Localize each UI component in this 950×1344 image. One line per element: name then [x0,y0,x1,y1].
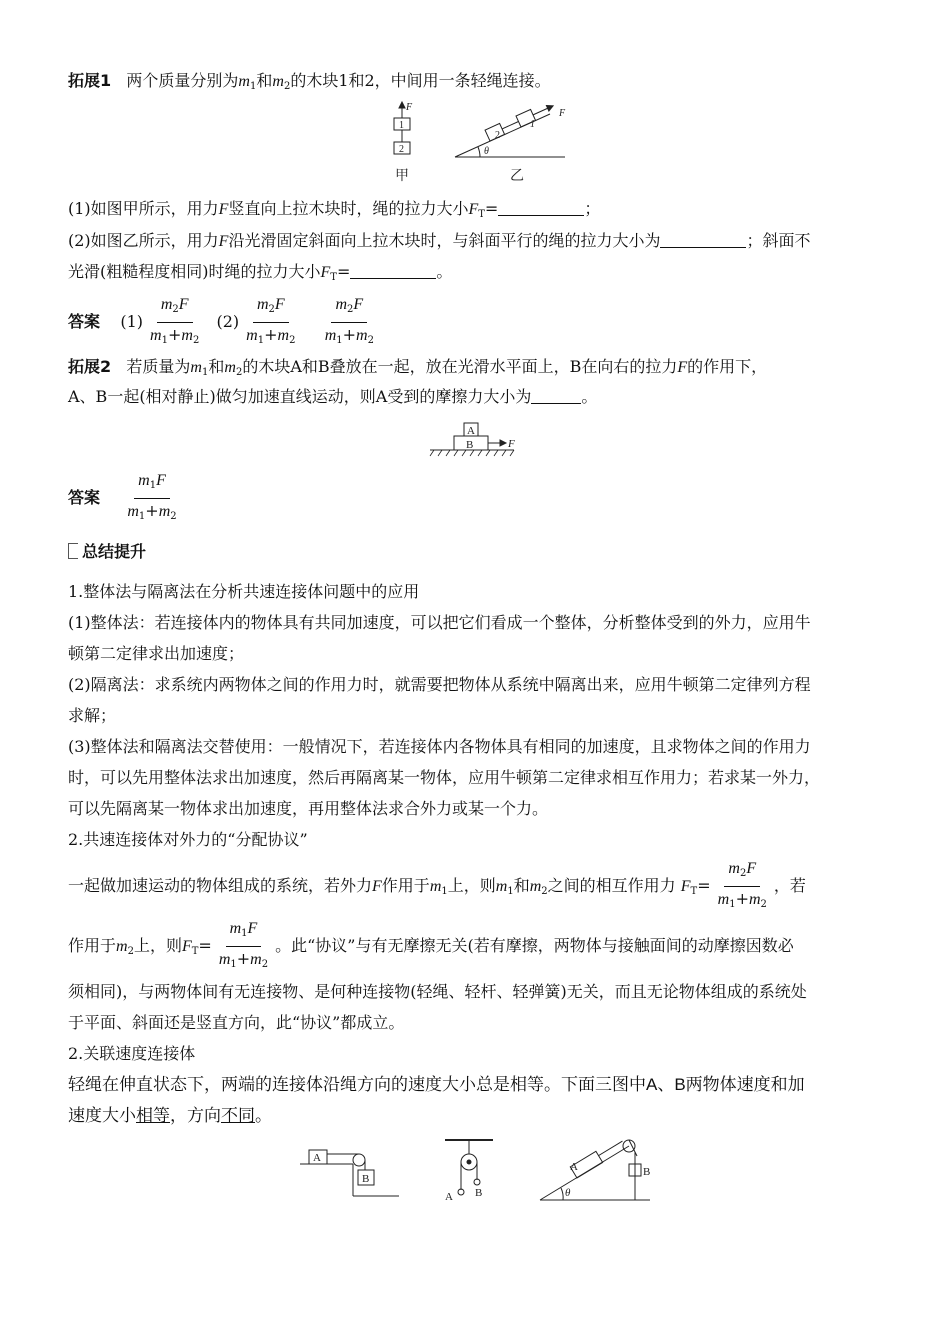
s2-line-a: 一起做加速运动的物体组成的系统，若外力F作用于$m_1$上，则$m_1$和$m_2$之间的相互作用力 $F_T=$ $\frac{m_2F}{m_1+m_2}$ ，若 [68,860,806,910]
fig4-label-B: B [475,1187,483,1199]
s1-3c: 可以先隔离某一物体求出加速度，再用整体法求合外力或某一个力。 [68,799,549,818]
s1: 1.整体法与隔离法在分析共速连接体问题中的应用 [68,582,420,601]
fig5-label-B: B [643,1166,651,1178]
fig5-label-theta: θ [565,1187,571,1199]
s3: 2.关联速度连接体 [68,1044,196,1063]
ext1-figure [380,100,580,184]
svg-text:F: F [508,438,515,450]
s1-3a: (3)整体法和隔离法交替使用：一般情况下，若连接体内各物体具有相同的加速度，且求物体之间的作用力 [68,737,811,756]
s1-1b: 顿第二定律求出加速度； [68,644,245,663]
ext2-answer: 答案 $\frac{m_1F}{m_1+m_2}$ [68,472,177,522]
fig-label-2: 2 [399,144,404,155]
ext1-intro: 拓展1 两个质量分别为$m_1$和$m_2$的木块1和2，中间用一条轻绳连接。 [68,71,551,92]
ext1-q3: 光滑(粗糙程度相同)时绳的拉力大小$F_T=$ 。 [68,262,453,283]
fig-caption-yi: 乙 [510,168,524,184]
s1-2a: (2)隔离法：求系统内两物体之间的作用力时，就需要把物体从系统中隔离出来，应用牛顿第二定律列方程 [68,675,811,694]
s1-1a: (1)整体法：若连接体内的物体具有共同加速度，可以把它们看成一个整体，分析整体受到的外力，应用牛 [68,613,811,632]
block-a-label: A [467,425,475,437]
fig-label-1: 1 [399,120,404,131]
s3-line-b: 速度大小相等，方向不同。 [68,1106,272,1125]
incline-blocks-labels [490,116,550,146]
fig4-label-A: A [445,1191,453,1203]
fig3-label-B: B [362,1173,370,1185]
fig-label-F: F [406,102,413,113]
s2-line-d: 于平面、斜面还是竖直方向，此“协议”都成立。 [68,1013,405,1032]
fig-label-F2: F [559,108,566,119]
s2-line-b: 作用于$m_2$上，则$F_T=$ $\frac{m_1F}{m_1+m_2}$ 。此“协议”与有无摩擦无关(若有摩擦，两物体与接触面间的动摩擦因数必 [68,920,794,970]
ext1-answer: 答案 (1) $\frac{m_2F}{m_1+m_2}$ (2) $\frac{m_2F}{m_1+m_2}$ $\frac{m_2F}{m_1+m_2}$ [68,296,374,346]
ext1-q1: (1)如图甲所示，用力F竖直向上拉木块时，绳的拉力大小$F_T=$ ； [68,199,601,220]
fig-caption-jia: 甲 [395,168,409,184]
svg-text:1: 1 [530,119,535,130]
ext1-q2: (2)如图乙所示，用力F沿光滑固定斜面向上拉木块时，与斜面平行的绳的拉力大小为 ；斜面不 [68,231,811,250]
fig5-label-A: A [570,1161,578,1173]
answer-blank[interactable] [350,264,436,279]
s1-3b: 时，可以先用整体法求出加速度，然后再隔离某一物体，应用牛顿第二定律求相互作用力；若求某一外力， [68,768,821,787]
s2: 2.共速连接体对外力的“分配协议” [68,830,308,849]
connected-bodies-figures [295,1134,675,1208]
answer-blank[interactable] [531,389,581,404]
ext2-figure [428,420,528,460]
block-b-label: B [466,439,474,451]
s1-2b: 求解； [68,706,117,725]
fig-label-theta: θ [484,146,489,157]
summary-heading: 总结提升 [68,541,146,563]
s2-line-c: 须相同)，与两物体间有无连接物、是何种连接物(轻绳、轻杆、轻弹簧)无关，而且无论物体组成的系统处 [68,982,807,1001]
ext2-line1: 拓展2 若质量为$m_1$和$m_2$的木块A和B叠放在一起，放在光滑水平面上，B在向右的拉力F的作用下， [68,357,768,378]
ext2-line2: A、B一起(相对静止)做匀加速直线运动，则A受到的摩擦力大小为 。 [68,387,598,406]
answer-blank[interactable] [660,233,746,248]
s3-line-a: 轻绳在伸直状态下，两端的连接体沿绳方向的速度大小总是相等。下面三图中A、B两物体速度和加 [68,1075,805,1094]
answer-blank[interactable] [498,201,584,216]
svg-text:2: 2 [495,130,500,141]
section-icon [68,543,78,559]
fig3-label-A: A [313,1152,321,1164]
